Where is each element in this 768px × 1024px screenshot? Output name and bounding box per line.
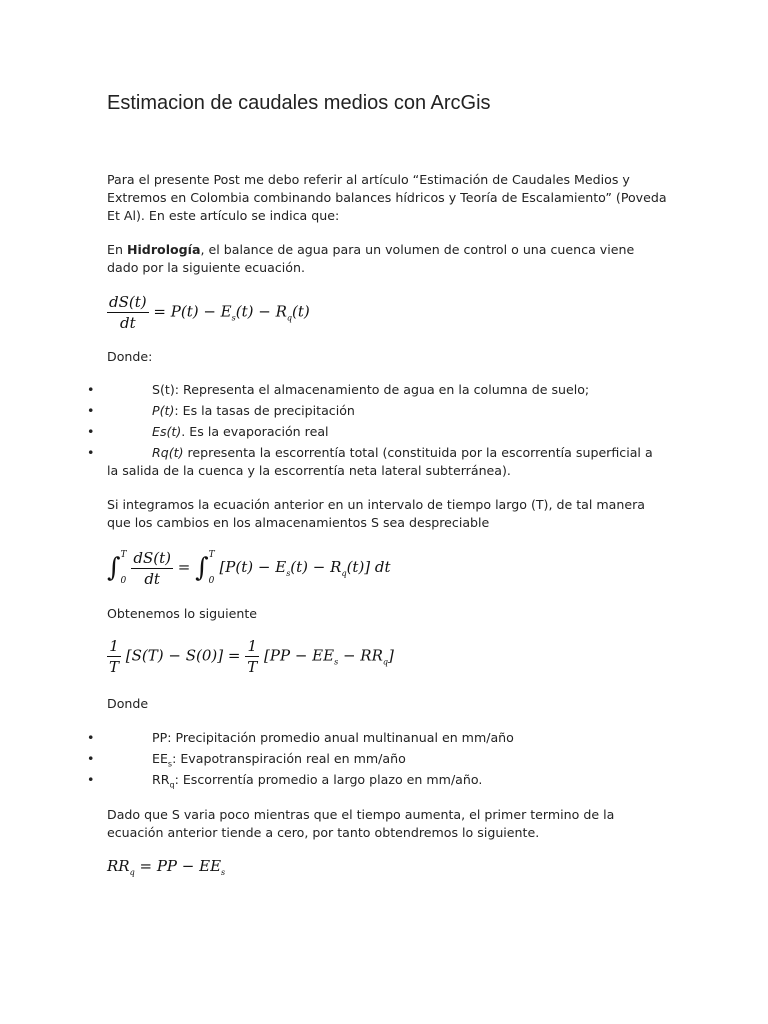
eq3-mid: [S(T) − S(0)] = [125, 646, 241, 665]
integral-sign: ∫ [107, 553, 121, 583]
term-text: : Precipitación promedio anual multinanual en mm/año [167, 730, 514, 745]
runoff-equation [107, 857, 225, 877]
bullet-icon: • [87, 751, 95, 766]
bullet-icon: • [87, 382, 95, 397]
eq2-denominator: dt [144, 569, 160, 588]
integrate-paragraph: Si integramos la ecuación anterior en un intervalo de tiempo largo (T), de tal manera que los cambios en los almacenamientos S sea despreciable [107, 497, 645, 530]
bullet-icon: • [87, 730, 95, 745]
bullet-symbol: S(t) [152, 382, 175, 397]
donde-label-2: Donde [107, 696, 149, 711]
term-sub: q [169, 780, 175, 790]
donde-label-1: Donde: [107, 349, 153, 364]
hydrology-paragraph [107, 241, 667, 277]
hydrology-term: Hidrología [126, 242, 201, 257]
eq2-lower-limit-2: 0 [208, 576, 215, 586]
bullet-symbol: Es(t) [152, 424, 182, 439]
bullet-symbol: Rq(t) [152, 445, 184, 460]
eq3-numerator: 1 [107, 636, 121, 657]
bullet-icon: • [87, 403, 95, 418]
term-symbol: PP [152, 730, 168, 745]
hydro-rest: , el balance de agua para un volumen de control o una cuenca viene dado por la siguiente ecuación. [107, 242, 635, 275]
eq1-numerator: dS(t) [109, 293, 147, 311]
bullet-icon: • [87, 772, 95, 787]
eq3-numerator-2: 1 [245, 636, 259, 657]
eq1-rhs: = P(t) − E [153, 302, 232, 321]
term-text: : Evapotranspiración real en mm/año [172, 751, 406, 766]
bullet-text: : Es la tasas de precipitación [174, 403, 355, 418]
bullet-symbol: P(t) [152, 403, 175, 418]
average-equation [107, 636, 394, 677]
eq3-rhs2: − RR [338, 646, 383, 665]
eq4-lhs-sub: q [129, 868, 135, 877]
eq4-rhs: = PP − EE [134, 857, 222, 875]
eq4-rhs-sub: s [221, 868, 226, 877]
bullet-icon: • [87, 445, 95, 460]
term-sub: s [167, 759, 173, 769]
term-text: : Escorrentía promedio a largo plazo en mm/año. [174, 772, 483, 787]
eq1-rhs2: (t) − R [235, 302, 287, 321]
page-title: Estimacion de caudales medios con ArcGis [107, 92, 491, 114]
term-symbol: RR [152, 772, 170, 787]
eq2-body3: (t)] dt [346, 558, 391, 576]
eq2-body-sub: s [286, 569, 291, 578]
bullet-text: representa la escorrentía total (constituida por la escorrentía superficial a la salida de la cuenca y la escorrentía neta lateral subterránea). [107, 445, 653, 478]
intro-paragraph: Para el presente Post me debo referir al artículo “Estimación de Caudales Medios y Extremos en Colombia combinando balances hídricos y Teoría de Escalamiento” (Poveda Et Al). En este artículo se indica que: [107, 172, 667, 223]
eq3-denominator: T [109, 658, 120, 676]
eq2-body: [P(t) − E [219, 558, 287, 576]
eq4-lhs: RR [107, 857, 130, 875]
eq3-denominator-2: T [247, 658, 258, 676]
eq3-rhs3: ] [388, 646, 394, 665]
water-balance-equation [107, 292, 310, 333]
eq3-rhs: [PP − EE [264, 646, 335, 665]
bullet-icon: • [87, 424, 95, 439]
eq2-lower-limit: 0 [120, 576, 127, 586]
integral-equation [107, 542, 391, 594]
term-symbol: EE [152, 751, 168, 766]
eq2-upper-limit-2: T [208, 550, 215, 560]
bullet-text: . Es la evaporación real [181, 424, 329, 439]
bullet-text: : Representa el almacenamiento de agua en la columna de suelo; [174, 382, 590, 397]
eq1-denominator: dt [119, 314, 136, 332]
eq1-rhs3: (t) [292, 302, 310, 321]
eq1-rhs2-sub: q [286, 313, 292, 323]
eq3-rhs-sub: s [334, 657, 339, 667]
eq1-rhs-sub: s [231, 313, 236, 323]
integral-sign: ∫ [195, 553, 209, 583]
eq3-rhs2-sub: q [382, 657, 389, 667]
eq2-numerator: dS(t) [133, 548, 171, 567]
eq2-body2: (t) − R [290, 558, 342, 576]
eq2-equals: = [177, 558, 191, 576]
obtenemos-paragraph: Obtenemos lo siguiente [107, 606, 258, 621]
eq2-body2-sub: q [341, 569, 347, 578]
hydro-prefix: En [107, 242, 127, 257]
conclusion-paragraph: Dado que S varia poco mientras que el tiempo aumenta, el primer termino de la ecuación anterior tiende a cero, por tanto obtendremos lo siguiente. [107, 807, 615, 840]
eq2-upper-limit: T [120, 550, 127, 560]
